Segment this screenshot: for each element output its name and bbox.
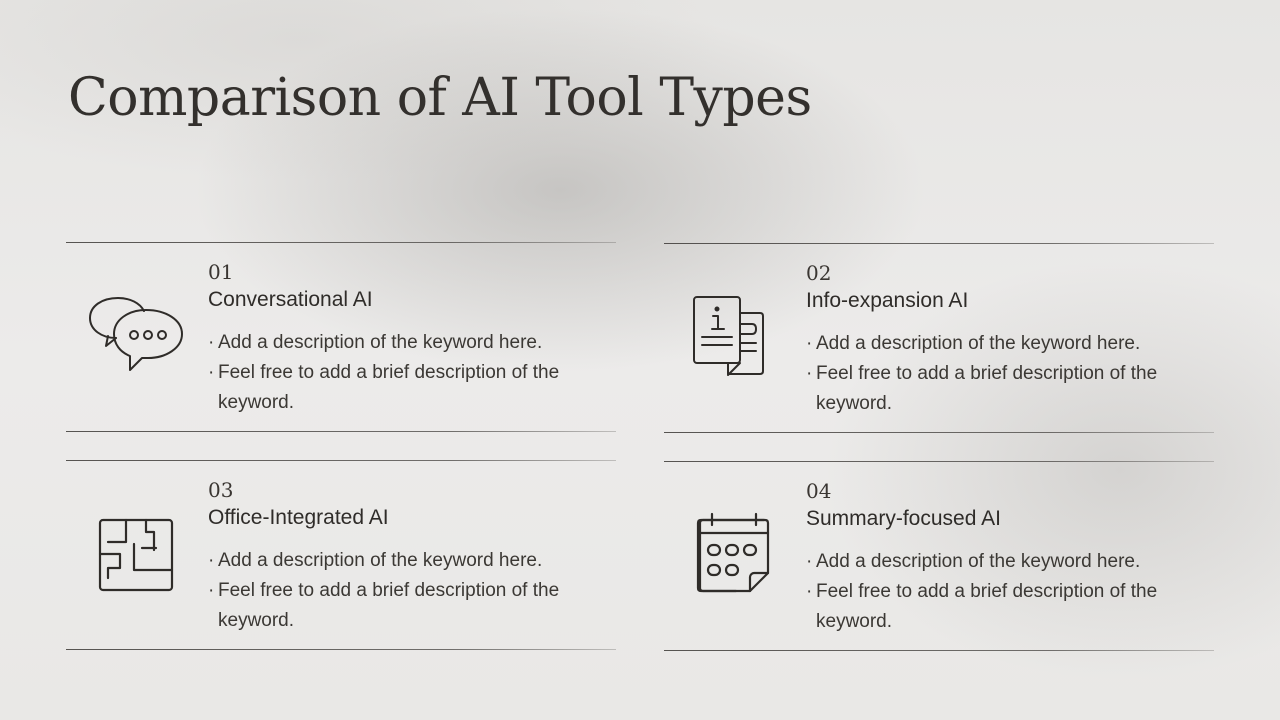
divider-line (66, 460, 616, 461)
card-info-expansion-ai (664, 243, 1214, 433)
divider-line (664, 650, 1214, 651)
divider-line (66, 649, 616, 650)
card-number: 03 (208, 478, 234, 502)
card-heading: Summary-focused AI (806, 507, 1001, 530)
divider-line (66, 242, 616, 243)
floor-plan-icon (86, 508, 186, 598)
card-bullet-list (208, 546, 608, 636)
divider-line (664, 461, 1214, 462)
bullet-item: · Feel free to add a brief description of the keyword. (208, 576, 608, 636)
card-number: 04 (806, 479, 832, 503)
card-bullet-list (208, 328, 608, 418)
bullet-item: · Add a description of the keyword here. (208, 328, 608, 358)
bullet-item: · Add a description of the keyword here. (806, 547, 1206, 577)
card-summary-focused-ai (664, 461, 1214, 651)
divider-line (66, 431, 616, 432)
card-conversational-ai (66, 242, 616, 432)
bullet-item: · Add a description of the keyword here. (806, 329, 1206, 359)
slide-title: Comparison of AI Tool Types (68, 68, 812, 128)
card-heading: Info-expansion AI (806, 289, 969, 312)
card-bullet-list (806, 329, 1206, 419)
card-office-integrated-ai (66, 460, 616, 650)
info-documents-icon (684, 291, 784, 381)
card-number: 01 (208, 260, 234, 284)
chat-bubbles-icon (86, 290, 186, 380)
calendar-icon (684, 509, 784, 599)
bullet-item: · Feel free to add a brief description of the keyword. (208, 358, 608, 418)
bullet-item: · Add a description of the keyword here. (208, 546, 608, 576)
card-heading: Office-Integrated AI (208, 506, 389, 529)
divider-line (664, 243, 1214, 244)
card-heading: Conversational AI (208, 288, 373, 311)
bullet-item: · Feel free to add a brief description of the keyword. (806, 577, 1206, 637)
card-number: 02 (806, 261, 832, 285)
card-bullet-list (806, 547, 1206, 637)
divider-line (664, 432, 1214, 433)
bullet-item: · Feel free to add a brief description of the keyword. (806, 359, 1206, 419)
